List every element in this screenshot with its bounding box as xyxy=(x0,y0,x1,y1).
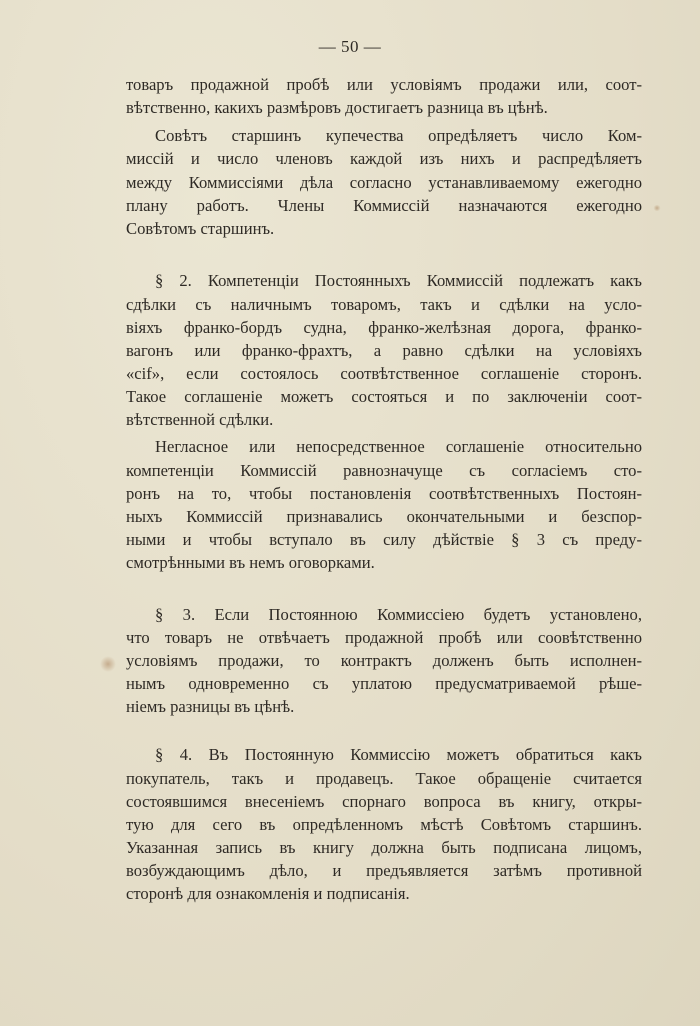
text-line: плану работъ. Члены Коммиссій назначаются ежегодно xyxy=(126,196,642,215)
text-line: Указанная запись въ книгу должна быть подписана лицомъ, xyxy=(126,838,642,857)
text-line: віяхъ франко-бордъ судна, франко-желѣзная дорога, франко- xyxy=(126,318,642,337)
text-line: покупатель, такъ и продавецъ. Такое обращеніе считается xyxy=(126,769,642,788)
paper-stain xyxy=(653,205,661,211)
text-line: тую для сего въ опредѣленномъ мѣстѣ Совѣтомъ старшинъ. xyxy=(126,815,642,834)
section-heading-line: § 3. Если Постоянною Коммиссіею будетъ установлено, xyxy=(155,605,642,624)
text-line: смотрѣнными въ немъ оговорками. xyxy=(126,553,375,572)
text-line: миссій и число членовъ каждой изъ нихъ и распредѣляетъ xyxy=(126,149,642,168)
text-line: Совѣтомъ старшинъ. xyxy=(126,219,275,238)
text-line: ніемъ разницы въ цѣнѣ. xyxy=(126,697,295,716)
text-line: вѣтственной сдѣлки. xyxy=(126,410,274,429)
text-line: Такое соглашеніе можетъ состояться и по заключеніи соот- xyxy=(126,387,642,406)
text-line: что товаръ не отвѣчаетъ продажной пробѣ или соовѣтственно xyxy=(126,628,642,647)
text-line: вѣтственно, какихъ размѣровъ достигаетъ разница въ цѣнѣ. xyxy=(126,98,548,117)
section-heading-line: § 2. Компетенціи Постоянныхъ Коммиссій подлежатъ какъ xyxy=(155,271,642,290)
text-line: сторонѣ для ознакомленія и подписанія. xyxy=(126,884,410,903)
text-line: ными и чтобы вступало въ силу дѣйствіе § 3 съ преду- xyxy=(126,530,642,549)
text-line: компетенціи Коммиссій равнозначуще съ согласіемъ сто- xyxy=(126,461,642,480)
text-line: состоявшимся внесеніемъ спорнаго вопроса въ книгу, откры- xyxy=(126,792,642,811)
text-line: условіямъ продажи, то контрактъ долженъ быть исполнен- xyxy=(126,651,642,670)
text-line: товаръ продажной пробѣ или условіямъ продажи или, соот- xyxy=(126,75,642,94)
text-line: между Коммиссіями дѣла согласно устанавливаемому ежегодно xyxy=(126,173,642,192)
text-line: ныхъ Коммиссій признавались окончательными и безспор- xyxy=(126,507,642,526)
text-line: возбуждающимъ дѣло, и предъявляется затѣмъ противной xyxy=(126,861,642,880)
text-line: Негласное или непосредственное соглашеніе относительно xyxy=(155,437,642,456)
text-line: Совѣтъ старшинъ купечества опредѣляетъ число Ком- xyxy=(155,126,642,145)
text-line: сдѣлки съ наличнымъ товаромъ, такъ и сдѣлки на усло- xyxy=(126,295,642,314)
text-line: ронъ на то, чтобы постановленія соотвѣтственныхъ Постоян- xyxy=(126,484,642,503)
paper-stain xyxy=(100,656,116,672)
text-line: нымъ одновременно съ уплатою предусматриваемой рѣше- xyxy=(126,674,642,693)
section-heading-line: § 4. Въ Постоянную Коммиссію можетъ обратиться какъ xyxy=(155,745,642,764)
text-line: вагонъ или франко-фрахтъ, а равно сдѣлки на условіяхъ xyxy=(126,341,642,360)
page-number: — 50 — xyxy=(318,37,382,56)
text-line: «cif», если состоялось соотвѣтственное соглашеніе сторонъ. xyxy=(126,364,642,383)
